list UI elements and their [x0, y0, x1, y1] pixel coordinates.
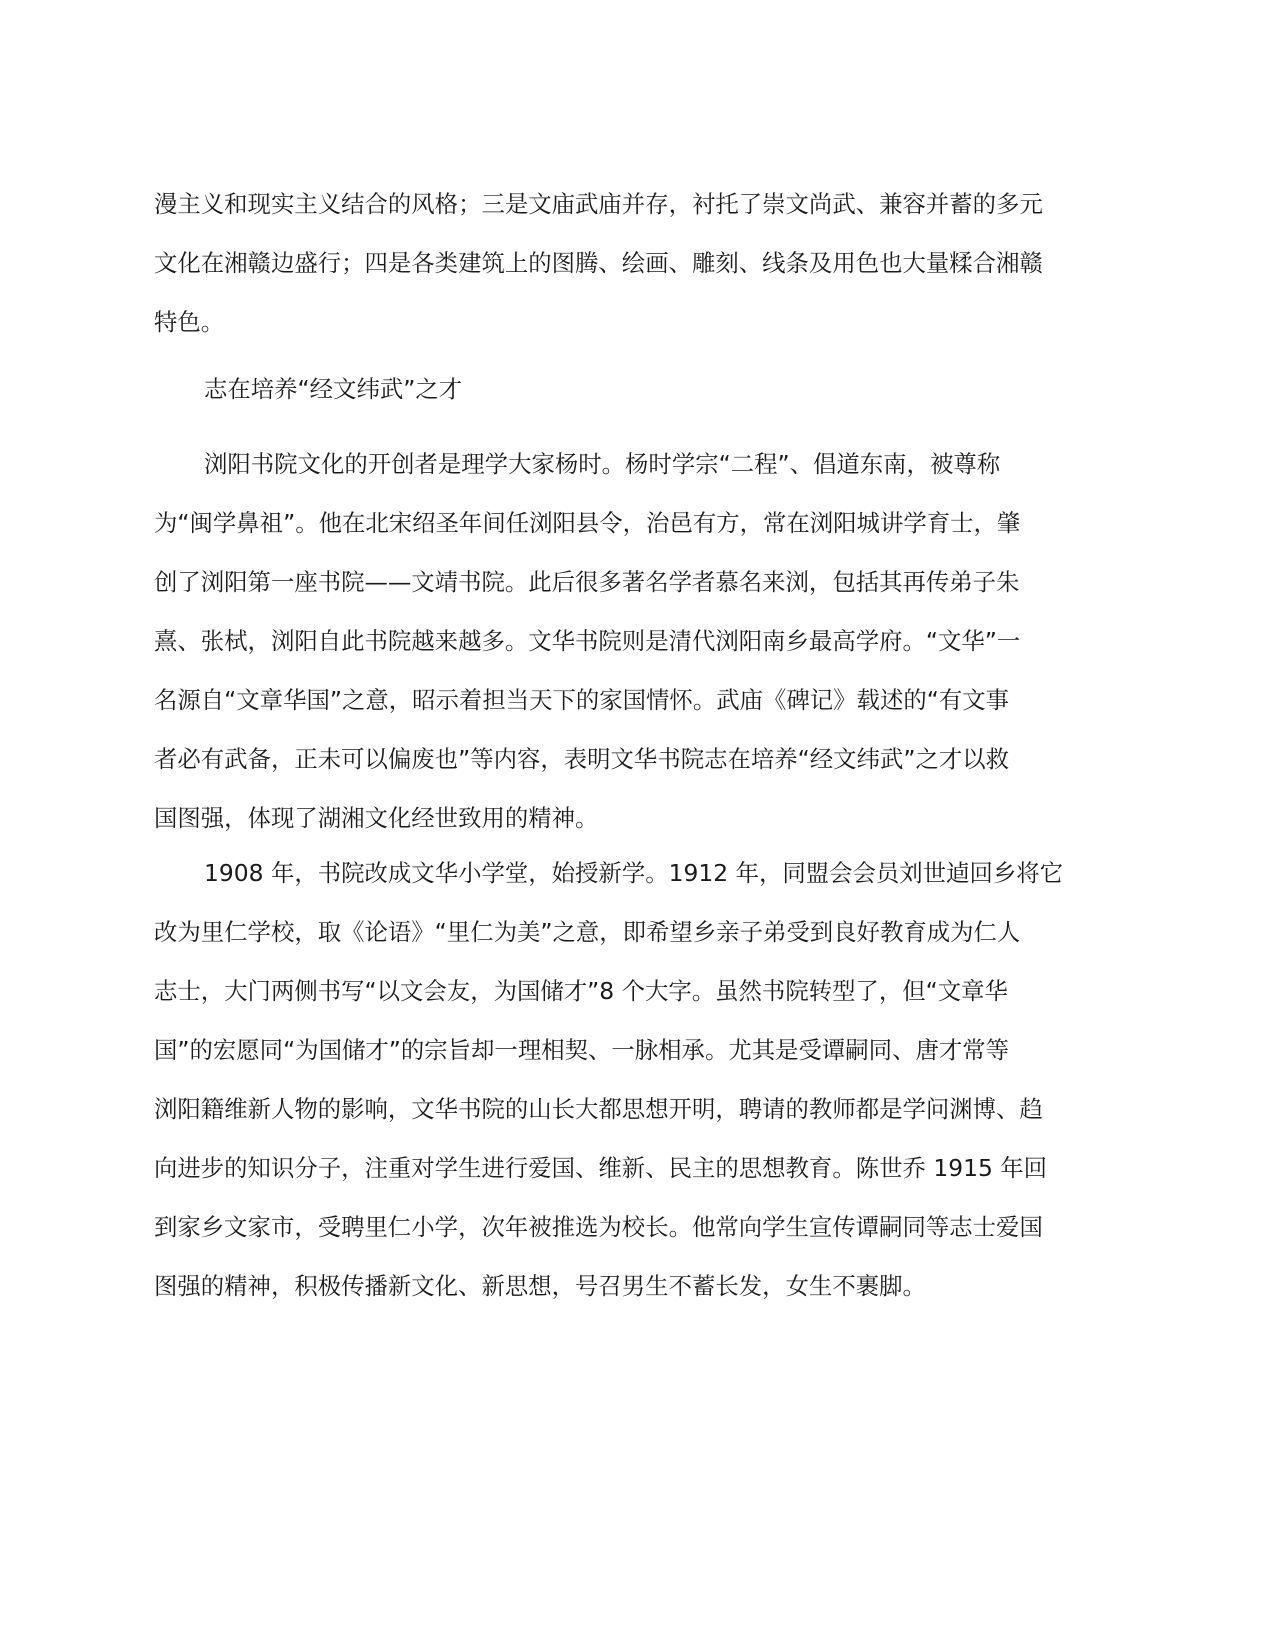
text-line: 熹、张栻，浏阳自此书院越来越多。文华书院则是清代浏阳南乡最高学府。“文华”一	[154, 627, 1021, 655]
text-line: 国图强，体现了湖湘文化经世致用的精神。	[154, 804, 599, 832]
text-line: 向进步的知识分子，注重对学生进行爱国、维新、民主的思想教育。陈世乔 1915 年回	[154, 1154, 1048, 1182]
text-line: 名源自“文章华国”之意，昭示着担当天下的家国情怀。武庙《碑记》载述的“有文事	[154, 686, 1010, 714]
text-line: 国”的宏愿同“为国储才”的宗旨却一理相契、一脉相承。尤其是受谭嗣同、唐才常等	[154, 1036, 1010, 1064]
text-line: 到家乡文家市，受聘里仁小学，次年被推选为校长。他常向学生宣传谭嗣同等志士爱国	[154, 1213, 1043, 1241]
text-line: 特色。	[154, 308, 225, 336]
text-line: 浏阳书院文化的开创者是理学大家杨时。杨时学宗“二程”、倡道东南，被尊称	[204, 450, 1001, 478]
paragraph-academy-origin	[154, 435, 1104, 848]
text-line: 文化在湘赣边盛行；四是各类建筑上的图腾、绘画、雕刻、线条及用色也大量糅合湘赣	[154, 249, 1043, 277]
section-heading	[154, 360, 1104, 419]
text-line: 为“闽学鼻祖”。他在北宋绍圣年间任浏阳县令，治邑有方，常在浏阳城讲学育士，肇	[154, 509, 1021, 537]
text-line: 1908 年，书院改成文华小学堂，始授新学。1912 年，同盟会会员刘世逌回乡将它	[204, 859, 1064, 887]
heading-text: 志在培养“经文纬武”之才	[204, 375, 463, 403]
text-line: 图强的精神，积极传播新文化、新思想，号召男生不蓄长发，女生不裹脚。	[154, 1272, 926, 1300]
paragraph-architecture-style	[154, 175, 1104, 352]
text-line: 浏阳籍维新人物的影响，文华书院的山长大都思想开明，聘请的教师都是学问渊博、趋	[154, 1095, 1043, 1123]
text-line: 者必有武备，正未可以偏废也”等内容，表明文华书院志在培养“经文纬武”之才以救	[154, 745, 1010, 773]
text-line: 改为里仁学校，取《论语》“里仁为美”之意，即希望乡亲子弟受到良好教育成为仁人	[154, 918, 1021, 946]
paragraph-school-history	[154, 844, 1104, 1316]
text-line: 漫主义和现实主义结合的风格；三是文庙武庙并存，衬托了崇文尚武、兼容并蓄的多元	[154, 190, 1043, 218]
text-line: 创了浏阳第一座书院——文靖书院。此后很多著名学者慕名来浏，包括其再传弟子朱	[154, 568, 1020, 596]
text-line: 志士，大门两侧书写“以文会友，为国储才”8 个大字。虽然书院转型了，但“文章华	[154, 977, 1008, 1005]
